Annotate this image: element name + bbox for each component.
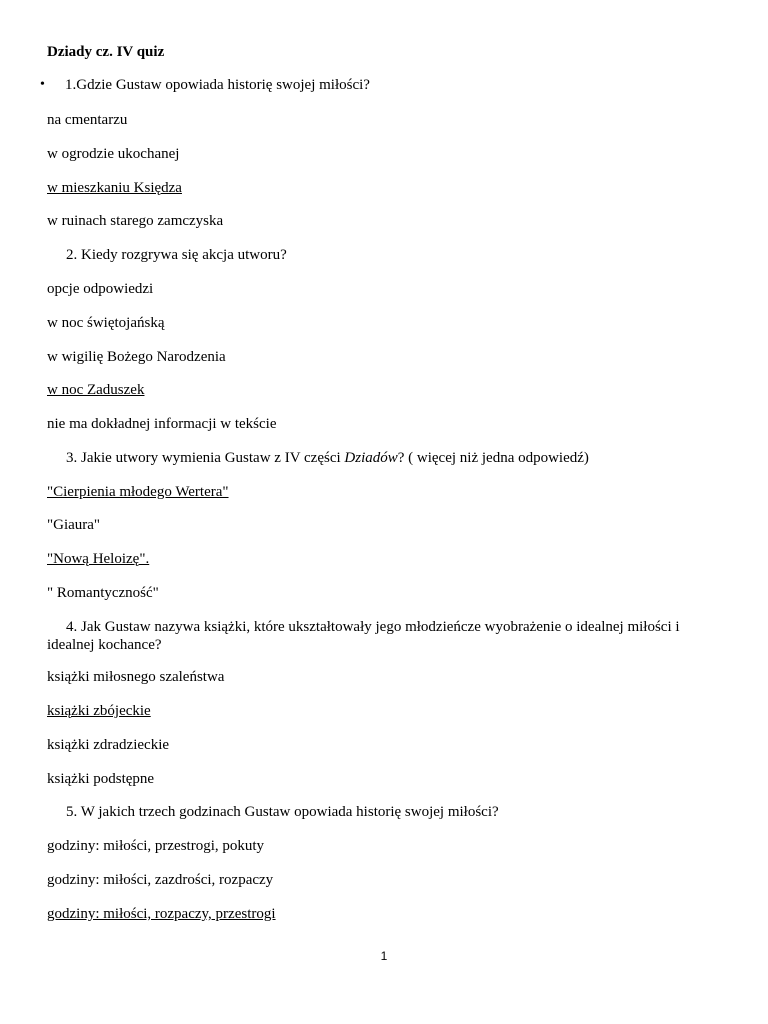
answer-2-b: w wigilię Bożego Narodzenia <box>47 349 226 365</box>
question-5-text: 5. W jakich trzech godzinach Gustaw opowiada historię swojej miłości? <box>66 804 499 820</box>
answer-5-a: godziny: miłości, przestrogi, pokuty <box>47 838 265 854</box>
answer-2-a: w noc świętojańską <box>47 315 165 331</box>
question-4-text: 4. Jak Gustaw nazywa książki, które ukształtowały jego młodzieńcze wyobrażenie o idealnej miłości i idealnej kochance? <box>47 619 680 653</box>
answer-1-a: na cmentarzu <box>47 112 128 128</box>
question-1-text: 1.Gdzie Gustaw opowiada historię swojej miłości? <box>65 77 370 93</box>
answer-5-b: godziny: miłości, zazdrości, rozpaczy <box>47 872 274 888</box>
question-3-text <box>66 449 736 467</box>
answer-4-c: książki zdradzieckie <box>47 737 170 753</box>
answer-2-c-correct: w noc Zaduszek <box>47 382 145 398</box>
answer-4-d: książki podstępne <box>47 771 155 787</box>
answer-2-d: nie ma dokładnej informacji w tekście <box>47 416 277 432</box>
answer-3-a-correct: "Cierpienia młodego Wertera" <box>47 484 229 500</box>
answer-1-c-correct: w mieszkaniu Księdza <box>47 180 182 196</box>
answer-5-c-correct: godziny: miłości, rozpaczy, przestrogi <box>47 906 276 922</box>
question-3-text-post: ? ( więcej niż jedna odpowiedź) <box>397 450 589 466</box>
answer-3-d: " Romantyczność" <box>47 585 159 601</box>
question-2-note: opcje odpowiedzi <box>47 281 154 297</box>
question-2-text: 2. Kiedy rozgrywa się akcja utworu? <box>66 247 287 263</box>
answer-3-b: "Giaura" <box>47 517 101 533</box>
answer-3-c-correct: "Nową Heloizę". <box>47 551 150 567</box>
question-3-text-italic: Dziadów <box>344 450 398 466</box>
question-3-text-pre: 3. Jakie utwory wymienia Gustaw z IV części <box>66 450 345 466</box>
answer-4-a: książki miłosnego szaleństwa <box>47 669 225 685</box>
answer-4-b-correct: książki zbójeckie <box>47 703 151 719</box>
answer-1-d: w ruinach starego zamczyska <box>47 213 224 229</box>
answer-1-b: w ogrodzie ukochanej <box>47 146 180 162</box>
bullet-icon: • <box>40 77 45 92</box>
page-number: 1 <box>380 949 388 963</box>
quiz-title: Dziady cz. IV quiz <box>47 44 165 60</box>
